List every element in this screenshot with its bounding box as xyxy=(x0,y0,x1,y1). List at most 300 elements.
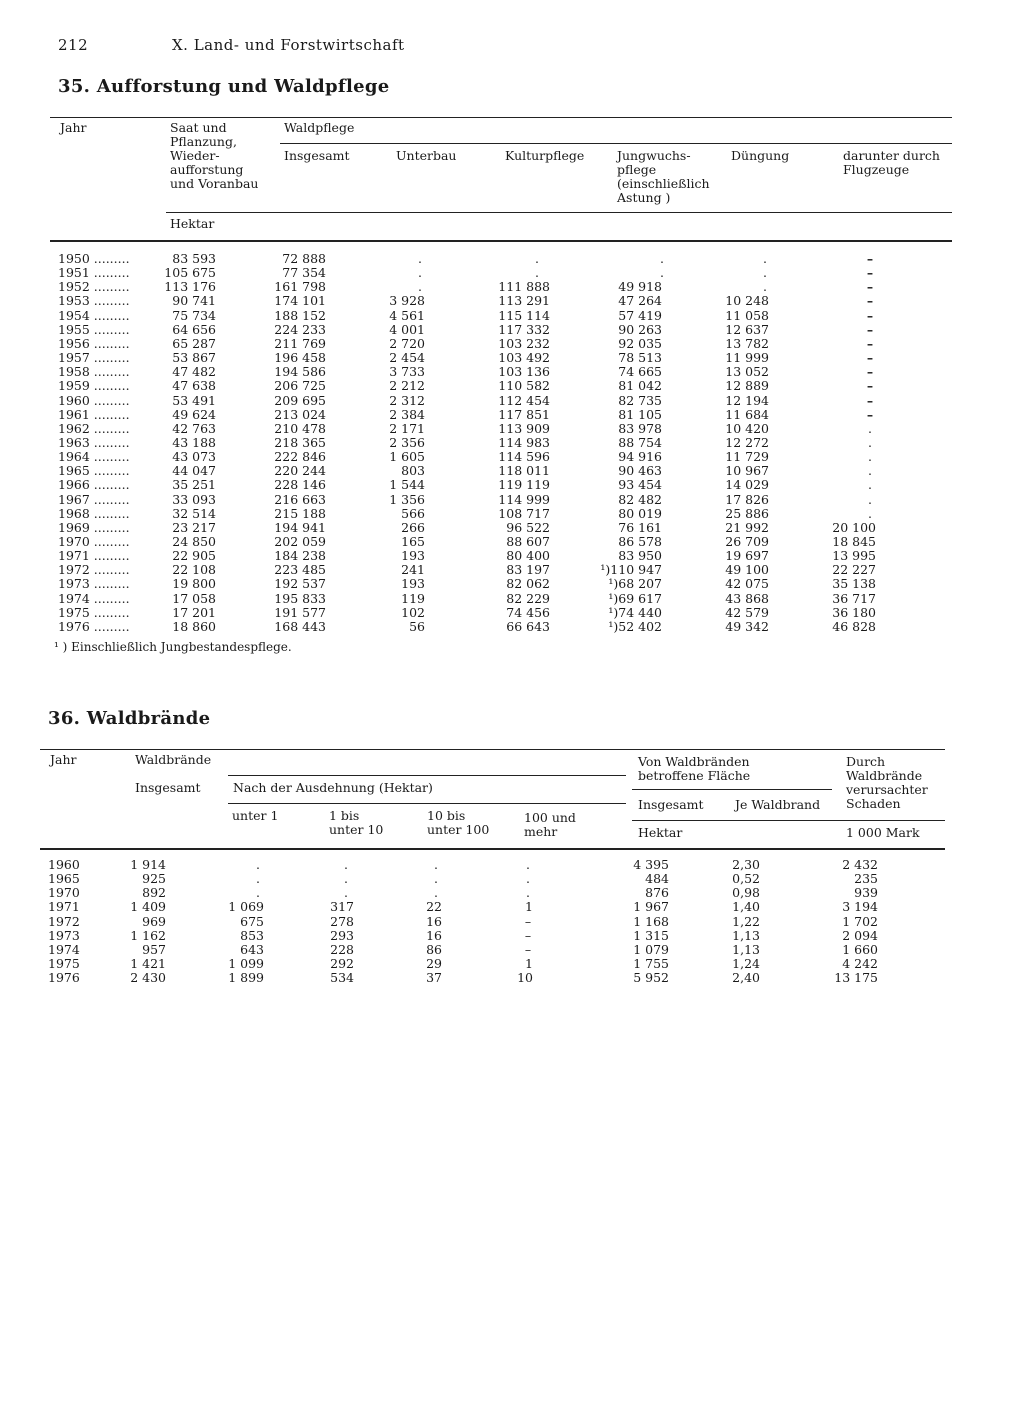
value-cell: 1 xyxy=(525,899,533,915)
year-cell: 1970 xyxy=(48,885,80,901)
year-cell: 1960 ......... xyxy=(58,392,130,408)
value-cell: 2 312 xyxy=(389,392,425,408)
value-cell: 11 684 xyxy=(725,406,769,422)
year-cell: 1951 ......... xyxy=(58,265,130,281)
value-cell: 103 492 xyxy=(498,350,550,366)
table-row xyxy=(0,577,1024,591)
value-cell: 96 522 xyxy=(506,519,550,535)
year-cell: 1961 ......... xyxy=(58,406,130,422)
table-row xyxy=(0,422,1024,436)
t36-header-je-brand: Je Waldbrand xyxy=(735,797,821,812)
value-cell: 75 734 xyxy=(172,307,216,323)
value-cell: 92 035 xyxy=(618,335,662,351)
value-cell: 86 578 xyxy=(618,534,662,549)
value-cell: 2 720 xyxy=(389,335,425,351)
value-cell: . xyxy=(868,463,872,479)
value-cell: ¹)69 617 xyxy=(608,590,662,606)
table35-footnote: ¹ ) Einschließlich Jungbestandespflege. xyxy=(54,640,292,654)
t36-header-insgesamt: Insgesamt xyxy=(135,780,201,795)
year-cell: 1971 xyxy=(48,899,80,915)
value-cell: 292 xyxy=(330,956,354,972)
table-row xyxy=(0,266,1024,280)
value-cell: 317 xyxy=(330,899,354,915)
value-cell: 188 152 xyxy=(274,307,326,323)
value-cell: 35 138 xyxy=(832,576,876,592)
year-cell: 1963 ......... xyxy=(58,434,130,450)
year-cell: 1950 ......... xyxy=(58,251,130,266)
table36-top-rule xyxy=(40,749,945,750)
value-cell: 25 886 xyxy=(725,505,769,521)
table35-header-bottom-rule xyxy=(50,240,952,242)
value-cell: 1 079 xyxy=(633,941,669,957)
year-cell: 1960 xyxy=(48,857,80,872)
value-cell: 2,30 xyxy=(732,857,760,872)
value-cell: – xyxy=(866,293,874,309)
value-cell: 119 xyxy=(401,590,425,606)
value-cell: 18 845 xyxy=(832,534,876,549)
value-cell: 643 xyxy=(240,941,264,957)
value-cell: 2 356 xyxy=(389,434,425,450)
value-cell: 2 432 xyxy=(842,857,878,872)
header-jahr: Jahr xyxy=(60,120,87,135)
table-row xyxy=(0,592,1024,606)
value-cell: 174 101 xyxy=(274,293,326,309)
value-cell: 10 420 xyxy=(725,420,769,436)
value-cell: 112 454 xyxy=(498,392,550,408)
year-cell: 1974 ......... xyxy=(58,590,130,606)
value-cell: 113 291 xyxy=(498,293,550,309)
value-cell: 969 xyxy=(142,913,166,929)
t36-header-flaeche: Von Waldbränden betroffene Fläche xyxy=(638,754,751,783)
value-cell: 1 899 xyxy=(228,970,264,986)
header-duengung: Düngung xyxy=(731,148,790,163)
value-cell: 216 663 xyxy=(274,491,326,507)
t36-header-mehr100: 100 und mehr xyxy=(524,810,576,839)
t36-header-ausdehnung: Nach der Ausdehnung (Hektar) xyxy=(233,780,433,795)
value-cell: 24 850 xyxy=(172,534,216,549)
value-cell: 36 717 xyxy=(832,590,876,606)
value-cell: 3 928 xyxy=(389,293,425,309)
value-cell: 4 242 xyxy=(842,956,878,972)
t36-header-hektar: Hektar xyxy=(638,825,683,840)
year-cell: 1958 ......... xyxy=(58,364,130,380)
value-cell: 42 763 xyxy=(172,420,216,436)
table-row xyxy=(0,464,1024,478)
value-cell: 64 656 xyxy=(172,321,216,337)
value-cell: 215 188 xyxy=(274,505,326,521)
header-waldpflege: Waldpflege xyxy=(284,120,355,135)
value-cell: 1 069 xyxy=(228,899,264,915)
value-cell: 82 735 xyxy=(618,392,662,408)
value-cell: . xyxy=(868,420,872,436)
t36-header-waldbraende: Waldbrände xyxy=(135,752,212,767)
value-cell: 228 xyxy=(330,941,354,957)
value-cell: . xyxy=(526,857,530,872)
value-cell: 80 400 xyxy=(506,548,550,564)
value-cell: – xyxy=(524,913,532,929)
value-cell: . xyxy=(763,279,767,295)
value-cell: 957 xyxy=(142,941,166,957)
year-cell: 1968 ......... xyxy=(58,505,130,521)
value-cell: . xyxy=(660,265,664,281)
value-cell: 12 272 xyxy=(725,434,769,450)
value-cell: 13 782 xyxy=(725,335,769,351)
year-cell: 1973 ......... xyxy=(58,576,130,592)
value-cell: . xyxy=(535,251,539,266)
year-cell: 1953 ......... xyxy=(58,293,130,309)
value-cell: 14 029 xyxy=(725,477,769,493)
value-cell: 266 xyxy=(401,519,425,535)
year-cell: 1965 ......... xyxy=(58,463,130,479)
year-cell: 1975 ......... xyxy=(58,604,130,620)
value-cell: 1,22 xyxy=(732,913,760,929)
value-cell: – xyxy=(524,941,532,957)
value-cell: 22 108 xyxy=(172,562,216,578)
value-cell: 1 605 xyxy=(389,449,425,465)
table-row xyxy=(0,521,1024,535)
value-cell: ¹)52 402 xyxy=(608,618,662,634)
value-cell: 1 409 xyxy=(130,899,166,915)
table-row xyxy=(0,606,1024,620)
year-cell: 1955 ......... xyxy=(58,321,130,337)
year-cell: 1966 ......... xyxy=(58,477,130,493)
value-cell: . xyxy=(868,434,872,450)
value-cell: 49 918 xyxy=(618,279,662,295)
value-cell: 118 011 xyxy=(498,463,550,479)
value-cell: 1 421 xyxy=(130,956,166,972)
value-cell: . xyxy=(868,505,872,521)
value-cell: . xyxy=(526,871,530,887)
year-cell: 1967 ......... xyxy=(58,491,130,507)
value-cell: 83 978 xyxy=(618,420,662,436)
value-cell: 18 860 xyxy=(172,618,216,634)
value-cell: 1,13 xyxy=(732,927,760,943)
value-cell: ¹)68 207 xyxy=(608,576,662,592)
table-row xyxy=(0,507,1024,521)
value-cell: 90 263 xyxy=(618,321,662,337)
value-cell: 16 xyxy=(426,913,442,929)
year-cell: 1952 ......... xyxy=(58,279,130,295)
value-cell: 1 315 xyxy=(633,927,669,943)
value-cell: 12 194 xyxy=(725,392,769,408)
value-cell: 13 175 xyxy=(834,970,878,986)
value-cell: – xyxy=(866,364,874,380)
value-cell: 105 675 xyxy=(164,265,216,281)
table-row xyxy=(0,886,1024,900)
value-cell: 218 365 xyxy=(274,434,326,450)
value-cell: 81 042 xyxy=(618,378,662,394)
value-cell: 11 058 xyxy=(725,307,769,323)
value-cell: 82 229 xyxy=(506,590,550,606)
value-cell: 278 xyxy=(330,913,354,929)
value-cell: 222 846 xyxy=(274,449,326,465)
value-cell: 1 914 xyxy=(130,857,166,872)
table-row xyxy=(0,337,1024,351)
value-cell: 33 093 xyxy=(172,491,216,507)
table-row xyxy=(0,971,1024,985)
value-cell: . xyxy=(418,279,422,295)
value-cell: . xyxy=(434,885,438,901)
value-cell: 209 695 xyxy=(274,392,326,408)
table-row xyxy=(0,957,1024,971)
value-cell: . xyxy=(868,491,872,507)
value-cell: 2 430 xyxy=(130,970,166,986)
value-cell: 21 992 xyxy=(725,519,769,535)
value-cell: 119 119 xyxy=(498,477,550,493)
table-row xyxy=(0,323,1024,337)
value-cell: 42 075 xyxy=(725,576,769,592)
value-cell: ¹)110 947 xyxy=(600,562,662,578)
value-cell: 74 456 xyxy=(506,604,550,620)
value-cell: 86 xyxy=(426,941,442,957)
table-row xyxy=(0,309,1024,323)
value-cell: 47 482 xyxy=(172,364,216,380)
t36-header-mark: 1 000 Mark xyxy=(846,825,920,840)
table-row xyxy=(0,365,1024,379)
value-cell: 11 729 xyxy=(725,449,769,465)
page-number: 212 xyxy=(58,36,89,54)
value-cell: 853 xyxy=(240,927,264,943)
value-cell: 193 xyxy=(401,576,425,592)
value-cell: 76 161 xyxy=(618,519,662,535)
value-cell: 13 052 xyxy=(725,364,769,380)
value-cell: 11 999 xyxy=(725,350,769,366)
header-unit-hektar: Hektar xyxy=(170,216,215,231)
value-cell: 2 171 xyxy=(389,420,425,436)
year-cell: 1972 xyxy=(48,913,80,929)
value-cell: 19 697 xyxy=(725,548,769,564)
value-cell: . xyxy=(763,265,767,281)
value-cell: 46 828 xyxy=(832,618,876,634)
year-cell: 1964 ......... xyxy=(58,449,130,465)
value-cell: 2 212 xyxy=(389,378,425,394)
value-cell: 102 xyxy=(401,604,425,620)
value-cell: 10 248 xyxy=(725,293,769,309)
value-cell: 4 395 xyxy=(633,857,669,872)
value-cell: 3 733 xyxy=(389,364,425,380)
value-cell: 19 800 xyxy=(172,576,216,592)
value-cell: 57 419 xyxy=(618,307,662,323)
year-cell: 1965 xyxy=(48,871,80,887)
table-row xyxy=(0,493,1024,507)
value-cell: 10 967 xyxy=(725,463,769,479)
value-cell: 484 xyxy=(645,871,669,887)
table-row xyxy=(0,943,1024,957)
value-cell: 223 485 xyxy=(274,562,326,578)
value-cell: 1,24 xyxy=(732,956,760,972)
value-cell: – xyxy=(866,378,874,394)
table-row xyxy=(0,620,1024,634)
value-cell: 1 162 xyxy=(130,927,166,943)
value-cell: 113 909 xyxy=(498,420,550,436)
flaeche-rule xyxy=(632,789,832,790)
year-cell: 1962 ......... xyxy=(58,420,130,436)
value-cell: 83 197 xyxy=(506,562,550,578)
value-cell: 1 660 xyxy=(842,941,878,957)
value-cell: 22 227 xyxy=(832,562,876,578)
table-row xyxy=(0,929,1024,943)
year-cell: 1954 ......... xyxy=(58,307,130,323)
table-row xyxy=(0,379,1024,393)
value-cell: 22 905 xyxy=(172,548,216,564)
value-cell: 184 238 xyxy=(274,548,326,564)
header-kulturpflege: Kulturpflege xyxy=(505,148,585,163)
value-cell: – xyxy=(866,307,874,323)
value-cell: 3 194 xyxy=(842,899,878,915)
value-cell: 241 xyxy=(401,562,425,578)
header-flugzeuge: darunter durch Flugzeuge xyxy=(843,148,940,177)
value-cell: 47 638 xyxy=(172,378,216,394)
value-cell: 90 463 xyxy=(618,463,662,479)
value-cell: 1,13 xyxy=(732,941,760,957)
value-cell: 195 833 xyxy=(274,590,326,606)
value-cell: 1 755 xyxy=(633,956,669,972)
value-cell: 194 586 xyxy=(274,364,326,380)
year-cell: 1971 ......... xyxy=(58,548,130,564)
value-cell: 47 264 xyxy=(618,293,662,309)
value-cell: 0,98 xyxy=(732,885,760,901)
value-cell: 1 356 xyxy=(389,491,425,507)
year-cell: 1976 xyxy=(48,970,80,986)
value-cell: . xyxy=(256,871,260,887)
table-row xyxy=(0,549,1024,563)
value-cell: 37 xyxy=(426,970,442,986)
value-cell: 235 xyxy=(854,871,878,887)
value-cell: 1 702 xyxy=(842,913,878,929)
value-cell: . xyxy=(535,265,539,281)
table-row xyxy=(0,478,1024,492)
value-cell: . xyxy=(418,251,422,266)
value-cell: 1 967 xyxy=(633,899,669,915)
table-row xyxy=(0,563,1024,577)
value-cell: 23 217 xyxy=(172,519,216,535)
value-cell: 90 741 xyxy=(172,293,216,309)
value-cell: . xyxy=(763,251,767,266)
value-cell: 939 xyxy=(854,885,878,901)
value-cell: 22 xyxy=(426,899,442,915)
value-cell: 1 168 xyxy=(633,913,669,929)
value-cell: 10 xyxy=(517,970,533,986)
value-cell: 44 047 xyxy=(172,463,216,479)
value-cell: 49 624 xyxy=(172,406,216,422)
value-cell: 211 769 xyxy=(274,335,326,351)
value-cell: 16 xyxy=(426,927,442,943)
value-cell: 26 709 xyxy=(725,534,769,549)
value-cell: 66 643 xyxy=(506,618,550,634)
value-cell: 103 232 xyxy=(498,335,550,351)
value-cell: 29 xyxy=(426,956,442,972)
table-row xyxy=(0,294,1024,308)
waldpflege-rule xyxy=(280,143,952,144)
value-cell: . xyxy=(868,449,872,465)
value-cell: 675 xyxy=(240,913,264,929)
value-cell: – xyxy=(866,265,874,281)
t36-header-bis100: 10 bis unter 100 xyxy=(427,808,490,837)
value-cell: 115 114 xyxy=(498,307,550,323)
table-row xyxy=(0,450,1024,464)
table-row xyxy=(0,915,1024,929)
value-cell: 2 094 xyxy=(842,927,878,943)
value-cell: . xyxy=(418,265,422,281)
year-cell: 1959 ......... xyxy=(58,378,130,394)
year-cell: 1970 ......... xyxy=(58,534,130,549)
value-cell: 566 xyxy=(401,505,425,521)
table-row xyxy=(0,351,1024,365)
value-cell: – xyxy=(524,927,532,943)
year-cell: 1972 ......... xyxy=(58,562,130,578)
t36-header-schaden: Durch Waldbrände verursachter Schaden xyxy=(846,754,928,811)
value-cell: 72 888 xyxy=(282,251,326,266)
value-cell: ¹)74 440 xyxy=(608,604,662,620)
value-cell: 114 596 xyxy=(498,449,550,465)
year-cell: 1976 ......... xyxy=(58,618,130,634)
table-row xyxy=(0,900,1024,914)
value-cell: 191 577 xyxy=(274,604,326,620)
value-cell: 93 454 xyxy=(618,477,662,493)
value-cell: 161 798 xyxy=(274,279,326,295)
chapter-title: X. Land- und Forstwirtschaft xyxy=(172,36,405,54)
value-cell: 36 180 xyxy=(832,604,876,620)
value-cell: 1 xyxy=(525,956,533,972)
year-cell: 1957 ......... xyxy=(58,350,130,366)
ausdehnung-rule-bottom xyxy=(228,803,626,804)
value-cell: 110 582 xyxy=(498,378,550,394)
value-cell: 78 513 xyxy=(618,350,662,366)
value-cell: 83 593 xyxy=(172,251,216,266)
value-cell: 56 xyxy=(409,618,425,634)
unit36-rule xyxy=(632,820,945,821)
table-row xyxy=(0,252,1024,266)
value-cell: 80 019 xyxy=(618,505,662,521)
value-cell: 117 332 xyxy=(498,321,550,337)
value-cell: 892 xyxy=(142,885,166,901)
value-cell: – xyxy=(866,350,874,366)
value-cell: 4 561 xyxy=(389,307,425,323)
value-cell: 42 579 xyxy=(725,604,769,620)
value-cell: 17 058 xyxy=(172,590,216,606)
value-cell: – xyxy=(866,335,874,351)
table36-header-bottom-rule xyxy=(40,848,945,850)
year-cell: 1969 ......... xyxy=(58,519,130,535)
t36-header-bis10: 1 bis unter 10 xyxy=(329,808,384,837)
value-cell: 194 941 xyxy=(274,519,326,535)
value-cell: 65 287 xyxy=(172,335,216,351)
value-cell: 113 176 xyxy=(164,279,216,295)
table35-top-rule xyxy=(50,117,952,118)
table-row xyxy=(0,408,1024,422)
value-cell: 196 458 xyxy=(274,350,326,366)
value-cell: . xyxy=(344,871,348,887)
value-cell: . xyxy=(434,871,438,887)
value-cell: 43 073 xyxy=(172,449,216,465)
value-cell: 111 888 xyxy=(498,279,550,295)
t36-header-fl-insgesamt: Insgesamt xyxy=(638,797,704,812)
table36-title: 36. Waldbrände xyxy=(48,708,211,729)
value-cell: . xyxy=(660,251,664,266)
header-jungwuchs: Jungwuchs- pflege (einschließlich Astung ) xyxy=(617,148,710,205)
value-cell: 193 xyxy=(401,548,425,564)
value-cell: 32 514 xyxy=(172,505,216,521)
value-cell: 1 544 xyxy=(389,477,425,493)
ausdehnung-rule-top xyxy=(228,775,626,776)
year-cell: 1974 xyxy=(48,941,80,957)
value-cell: 202 059 xyxy=(274,534,326,549)
value-cell: 13 995 xyxy=(832,548,876,564)
t36-header-unter1: unter 1 xyxy=(232,808,279,823)
value-cell: 293 xyxy=(330,927,354,943)
year-cell: 1973 xyxy=(48,927,80,943)
value-cell: 17 826 xyxy=(725,491,769,507)
